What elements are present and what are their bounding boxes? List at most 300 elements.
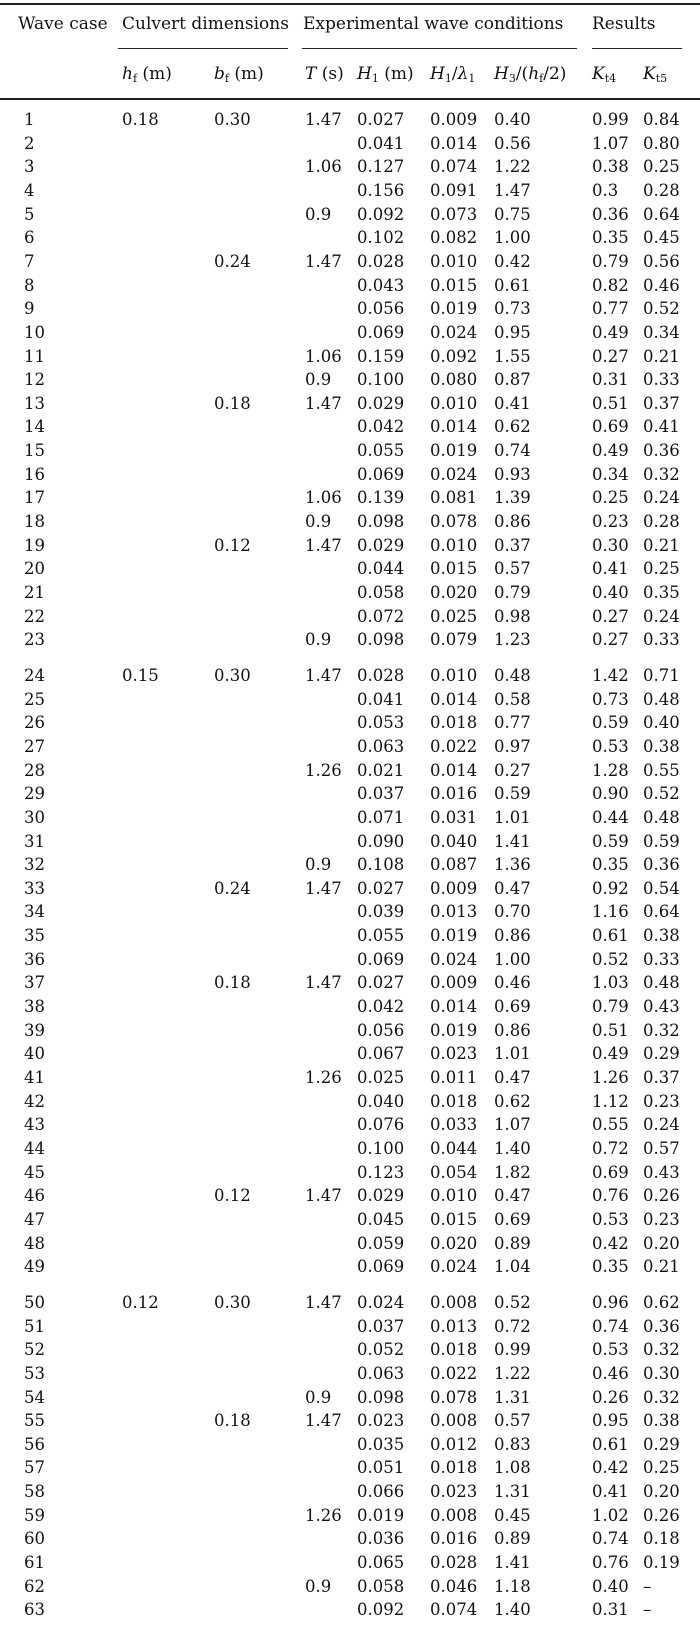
cell-h3-ratio: 1.22 (494, 1363, 531, 1383)
cell-h1-wavelength-ratio: 0.009 (430, 973, 478, 993)
cell-h1: 0.042 (357, 417, 405, 437)
cell-kt4: 0.49 (592, 1044, 629, 1064)
cell-h3-ratio: 0.37 (494, 535, 531, 555)
cell-h3-ratio: 0.75 (494, 204, 531, 224)
cell-kt5: 0.48 (643, 973, 680, 993)
cell-period: 1.47 (305, 973, 342, 993)
cell-kt4: 0.42 (592, 1233, 629, 1253)
cell-h3-ratio: 1.08 (494, 1458, 531, 1478)
cell-kt5: 0.36 (643, 855, 680, 875)
cell-h3-ratio: 0.42 (494, 251, 531, 271)
cell-h3-ratio: 0.57 (494, 1411, 531, 1431)
cell-h1-wavelength-ratio: 0.022 (430, 736, 478, 756)
cell-h1: 0.102 (357, 228, 405, 248)
cell-kt5: 0.21 (643, 346, 680, 366)
cell-h1-wavelength-ratio: 0.014 (430, 760, 478, 780)
cell-h1-wavelength-ratio: 0.024 (430, 322, 478, 342)
cell-wave-case: 59 (24, 1505, 45, 1525)
cell-kt5: 0.45 (643, 228, 680, 248)
cell-wave-case: 39 (24, 1020, 45, 1040)
cell-h1-wavelength-ratio: 0.012 (430, 1434, 478, 1454)
cell-h1-wavelength-ratio: 0.010 (430, 1186, 478, 1206)
cell-h1-wavelength-ratio: 0.018 (430, 1340, 478, 1360)
cell-wave-case: 9 (24, 299, 35, 319)
experimental-group-rule (302, 48, 577, 49)
cell-h1: 0.028 (357, 251, 405, 271)
cell-h1: 0.072 (357, 606, 405, 626)
cell-kt4: 0.34 (592, 464, 629, 484)
cell-bf: 0.30 (214, 1292, 251, 1312)
cell-h1-wavelength-ratio: 0.019 (430, 299, 478, 319)
header-experimental-conditions: Experimental wave conditions (303, 14, 564, 34)
cell-kt4: 1.42 (592, 665, 629, 685)
cell-wave-case: 8 (24, 275, 35, 295)
cell-wave-case: 16 (24, 464, 45, 484)
cell-h3-ratio: 0.57 (494, 559, 531, 579)
cell-period: 1.47 (305, 393, 342, 413)
cell-h3-ratio: 1.31 (494, 1482, 531, 1502)
cell-h1: 0.063 (357, 1363, 405, 1383)
cell-h1: 0.051 (357, 1458, 405, 1478)
cell-period: 0.9 (305, 204, 332, 224)
cell-h3-ratio: 0.86 (494, 1020, 531, 1040)
cell-h1: 0.035 (357, 1434, 405, 1454)
cell-h1: 0.043 (357, 275, 405, 295)
cell-wave-case: 38 (24, 997, 45, 1016)
cell-h3-ratio: 0.47 (494, 878, 531, 898)
cell-kt4: 1.02 (592, 1505, 629, 1525)
cell-h1: 0.100 (357, 370, 405, 390)
cell-kt5: 0.33 (643, 949, 680, 969)
cell-wave-case: 26 (24, 713, 45, 733)
cell-h1: 0.066 (357, 1482, 405, 1502)
cell-h3-ratio: 0.59 (494, 784, 531, 804)
cell-wave-case: 23 (24, 630, 45, 650)
cell-h3-ratio: 0.27 (494, 760, 531, 780)
cell-h1-wavelength-ratio: 0.013 (430, 1316, 478, 1336)
cell-kt5: 0.84 (643, 110, 680, 129)
cell-h3-ratio: 0.73 (494, 299, 531, 319)
cell-h3-ratio: 1.00 (494, 228, 531, 248)
cell-wave-case: 51 (24, 1316, 45, 1336)
cell-h1-wavelength-ratio: 0.024 (430, 1257, 478, 1277)
cell-period: 0.9 (305, 512, 332, 531)
cell-h1-wavelength-ratio: 0.023 (430, 1482, 478, 1502)
cell-wave-case: 46 (24, 1186, 45, 1206)
cell-h1: 0.069 (357, 322, 405, 342)
cell-kt4: 0.53 (592, 1209, 629, 1229)
cell-h1-wavelength-ratio: 0.028 (430, 1553, 478, 1572)
cell-kt4: 0.95 (592, 1411, 629, 1431)
cell-h3-ratio: 0.95 (494, 322, 531, 342)
cell-h1: 0.036 (357, 1529, 405, 1549)
cell-h3-ratio: 1.36 (494, 855, 531, 875)
cell-kt5: 0.40 (643, 713, 680, 733)
cell-period: 1.47 (305, 1186, 342, 1206)
cell-bf: 0.30 (214, 665, 251, 685)
cell-bf: 0.24 (214, 878, 251, 898)
cell-h1-wavelength-ratio: 0.015 (430, 559, 478, 579)
cell-kt4: 0.3 (592, 181, 619, 200)
cell-kt4: 0.27 (592, 606, 629, 626)
cell-kt5: 0.41 (643, 417, 680, 437)
cell-h3-ratio: 1.47 (494, 181, 531, 200)
cell-kt4: 0.35 (592, 1257, 629, 1277)
cell-period: 0.9 (305, 370, 332, 390)
cell-h1: 0.029 (357, 1186, 405, 1206)
cell-h3-ratio: 0.79 (494, 583, 531, 602)
cell-kt4: 1.07 (592, 133, 629, 153)
cell-h1: 0.045 (357, 1209, 405, 1229)
cell-h1-wavelength-ratio: 0.073 (430, 204, 478, 224)
cell-kt4: 0.72 (592, 1138, 629, 1158)
cell-h1: 0.019 (357, 1505, 405, 1525)
cell-h1: 0.123 (357, 1162, 405, 1182)
cell-kt4: 1.28 (592, 760, 629, 780)
cell-kt5: 0.20 (643, 1482, 680, 1502)
cell-wave-case: 60 (24, 1529, 45, 1549)
cell-wave-case: 34 (24, 902, 45, 922)
cell-h3-ratio: 1.22 (494, 157, 531, 177)
cell-bf: 0.18 (214, 1411, 251, 1431)
cell-kt5: 0.26 (643, 1505, 680, 1525)
cell-wave-case: 36 (24, 949, 45, 969)
cell-wave-case: 27 (24, 736, 45, 756)
cell-h1-wavelength-ratio: 0.008 (430, 1292, 478, 1312)
cell-h1-wavelength-ratio: 0.079 (430, 630, 478, 650)
cell-kt4: 0.76 (592, 1186, 629, 1206)
cell-h3-ratio: 0.97 (494, 736, 531, 756)
cell-period: 1.47 (305, 1411, 342, 1431)
cell-h3-ratio: 0.40 (494, 110, 531, 129)
cell-kt4: 1.16 (592, 902, 629, 922)
cell-h1: 0.098 (357, 512, 405, 531)
cell-h1-wavelength-ratio: 0.040 (430, 831, 478, 851)
cell-period: 1.06 (305, 488, 342, 508)
cell-h3-ratio: 0.70 (494, 902, 531, 922)
cell-kt5: 0.48 (643, 807, 680, 827)
cell-kt5: 0.48 (643, 689, 680, 709)
cell-h1: 0.071 (357, 807, 405, 827)
cell-kt4: 0.38 (592, 157, 629, 177)
cell-wave-case: 17 (24, 488, 45, 508)
cell-kt5: – (643, 1576, 652, 1596)
cell-h1: 0.069 (357, 464, 405, 484)
cell-h1: 0.027 (357, 878, 405, 898)
cell-kt5: 0.64 (643, 204, 680, 224)
cell-h3-ratio: 1.82 (494, 1162, 531, 1182)
cell-h1-wavelength-ratio: 0.016 (430, 1529, 478, 1549)
cell-kt4: 0.76 (592, 1553, 629, 1572)
cell-wave-case: 63 (24, 1600, 45, 1620)
cell-kt5: 0.64 (643, 902, 680, 922)
cell-kt5: 0.28 (643, 181, 680, 200)
cell-period: 0.9 (305, 630, 332, 650)
cell-h3-ratio: 0.56 (494, 133, 531, 153)
cell-kt5: 0.52 (643, 299, 680, 319)
cell-h1-wavelength-ratio: 0.078 (430, 1387, 478, 1407)
cell-h1-wavelength-ratio: 0.020 (430, 1233, 478, 1253)
cell-h3-ratio: 1.40 (494, 1138, 531, 1158)
cell-kt5: 0.38 (643, 1411, 680, 1431)
cell-period: 1.47 (305, 251, 342, 271)
cell-wave-case: 47 (24, 1209, 45, 1229)
cell-h3-ratio: 0.83 (494, 1434, 531, 1454)
cell-h1: 0.065 (357, 1553, 405, 1572)
cell-kt4: 0.55 (592, 1115, 629, 1135)
cell-h1: 0.092 (357, 1600, 405, 1620)
cell-h1: 0.090 (357, 831, 405, 851)
cell-h1-wavelength-ratio: 0.018 (430, 1458, 478, 1478)
cell-wave-case: 44 (24, 1138, 45, 1158)
cell-kt5: 0.43 (643, 997, 680, 1016)
cell-h1: 0.098 (357, 630, 405, 650)
cell-wave-case: 19 (24, 535, 45, 555)
cell-h1-wavelength-ratio: 0.010 (430, 535, 478, 555)
cell-kt5: 0.24 (643, 1115, 680, 1135)
cell-kt4: 0.40 (592, 583, 629, 602)
cell-kt4: 0.46 (592, 1363, 629, 1383)
cell-kt5: 0.36 (643, 1316, 680, 1336)
cell-kt4: 0.35 (592, 855, 629, 875)
cell-h3-ratio: 1.31 (494, 1387, 531, 1407)
cell-kt4: 0.77 (592, 299, 629, 319)
cell-hf: 0.18 (122, 110, 159, 129)
cell-h1: 0.025 (357, 1068, 405, 1087)
cell-kt5: 0.21 (643, 1257, 680, 1277)
cell-h1-wavelength-ratio: 0.018 (430, 713, 478, 733)
cell-kt4: 1.12 (592, 1091, 629, 1111)
cell-wave-case: 11 (24, 346, 45, 366)
cell-h3-ratio: 0.89 (494, 1233, 531, 1253)
cell-h3-ratio: 1.04 (494, 1257, 531, 1277)
cell-kt5: 0.25 (643, 559, 680, 579)
cell-kt4: 0.44 (592, 807, 629, 827)
cell-h1-wavelength-ratio: 0.011 (430, 1068, 478, 1087)
col-header-Kt5: $K_{t5}$ (643, 64, 668, 85)
cell-h1-wavelength-ratio: 0.078 (430, 512, 478, 531)
cell-h1: 0.029 (357, 535, 405, 555)
cell-bf: 0.18 (214, 973, 251, 993)
cell-kt4: 0.25 (592, 488, 629, 508)
cell-wave-case: 41 (24, 1068, 45, 1087)
cell-kt5: 0.28 (643, 512, 680, 531)
cell-h1-wavelength-ratio: 0.046 (430, 1576, 478, 1596)
cell-h3-ratio: 0.45 (494, 1505, 531, 1525)
cell-kt5: 0.29 (643, 1044, 680, 1064)
cell-wave-case: 31 (24, 831, 45, 851)
cell-wave-case: 58 (24, 1482, 45, 1502)
cell-h1: 0.139 (357, 488, 405, 508)
cell-period: 1.47 (305, 878, 342, 898)
cell-wave-case: 48 (24, 1233, 45, 1253)
cell-bf: 0.12 (214, 535, 251, 555)
cell-wave-case: 50 (24, 1292, 45, 1312)
cell-h3-ratio: 1.40 (494, 1600, 531, 1620)
cell-kt4: 0.74 (592, 1316, 629, 1336)
cell-wave-case: 55 (24, 1411, 45, 1431)
cell-wave-case: 1 (24, 110, 35, 129)
cell-kt4: 0.82 (592, 275, 629, 295)
cell-h1-wavelength-ratio: 0.020 (430, 583, 478, 602)
cell-h1-wavelength-ratio: 0.014 (430, 997, 478, 1016)
cell-h1: 0.042 (357, 997, 405, 1016)
cell-h1-wavelength-ratio: 0.019 (430, 441, 478, 461)
cell-wave-case: 29 (24, 784, 45, 804)
cell-h3-ratio: 1.01 (494, 1044, 531, 1064)
cell-kt4: 0.27 (592, 630, 629, 650)
cell-h1: 0.063 (357, 736, 405, 756)
cell-kt5: 0.20 (643, 1233, 680, 1253)
cell-h1: 0.037 (357, 1316, 405, 1336)
cell-h1: 0.041 (357, 133, 405, 153)
cell-kt5: 0.57 (643, 1138, 680, 1158)
cell-wave-case: 22 (24, 606, 45, 626)
cell-wave-case: 2 (24, 133, 35, 153)
cell-h1: 0.100 (357, 1138, 405, 1158)
cell-h1-wavelength-ratio: 0.087 (430, 855, 478, 875)
cell-h3-ratio: 0.48 (494, 665, 531, 685)
cell-h1: 0.127 (357, 157, 405, 177)
cell-kt4: 0.42 (592, 1458, 629, 1478)
culvert-group-rule (118, 48, 288, 49)
cell-kt5: 0.25 (643, 1458, 680, 1478)
cell-h1: 0.028 (357, 665, 405, 685)
cell-kt5: 0.33 (643, 370, 680, 390)
cell-h1: 0.040 (357, 1091, 405, 1111)
cell-h1: 0.053 (357, 713, 405, 733)
cell-h3-ratio: 0.77 (494, 713, 531, 733)
cell-h3-ratio: 0.69 (494, 997, 531, 1016)
cell-kt4: 0.26 (592, 1387, 629, 1407)
cell-bf: 0.24 (214, 251, 251, 271)
cell-wave-case: 13 (24, 393, 45, 413)
cell-kt4: 0.51 (592, 393, 629, 413)
cell-h1: 0.041 (357, 689, 405, 709)
cell-kt4: 0.96 (592, 1292, 629, 1312)
cell-kt5: 0.38 (643, 736, 680, 756)
cell-kt5: 0.35 (643, 583, 680, 602)
cell-wave-case: 54 (24, 1387, 45, 1407)
cell-kt5: 0.25 (643, 157, 680, 177)
cell-period: 1.06 (305, 157, 342, 177)
cell-h3-ratio: 0.74 (494, 441, 531, 461)
cell-hf: 0.12 (122, 1292, 159, 1312)
cell-h1: 0.029 (357, 393, 405, 413)
cell-wave-case: 56 (24, 1434, 45, 1454)
cell-kt5: 0.52 (643, 784, 680, 804)
cell-h1: 0.108 (357, 855, 405, 875)
cell-h1-wavelength-ratio: 0.009 (430, 110, 478, 129)
cell-wave-case: 18 (24, 512, 45, 531)
cell-h1-wavelength-ratio: 0.082 (430, 228, 478, 248)
cell-kt4: 0.59 (592, 831, 629, 851)
cell-kt5: – (643, 1600, 652, 1620)
cell-h1-wavelength-ratio: 0.044 (430, 1138, 478, 1158)
cell-h3-ratio: 0.86 (494, 926, 531, 946)
cell-h1-wavelength-ratio: 0.031 (430, 807, 478, 827)
cell-h1-wavelength-ratio: 0.019 (430, 1020, 478, 1040)
cell-h1-wavelength-ratio: 0.013 (430, 902, 478, 922)
cell-kt5: 0.32 (643, 464, 680, 484)
cell-h1: 0.024 (357, 1292, 405, 1312)
cell-h1: 0.059 (357, 1233, 405, 1253)
col-header-bf: $b_f$ (m) (214, 64, 264, 85)
cell-kt4: 0.36 (592, 204, 629, 224)
cell-h1: 0.069 (357, 1257, 405, 1277)
cell-wave-case: 10 (24, 322, 45, 342)
cell-h3-ratio: 0.62 (494, 1091, 531, 1111)
cell-h1-wavelength-ratio: 0.014 (430, 417, 478, 437)
cell-wave-case: 35 (24, 926, 45, 946)
cell-period: 1.26 (305, 1068, 342, 1087)
cell-kt5: 0.37 (643, 393, 680, 413)
col-header-H1: $H_1$ (m) (357, 64, 414, 85)
cell-kt4: 0.40 (592, 1576, 629, 1596)
cell-kt4: 0.73 (592, 689, 629, 709)
cell-h1: 0.092 (357, 204, 405, 224)
cell-period: 0.9 (305, 1387, 332, 1407)
cell-kt5: 0.59 (643, 831, 680, 851)
cell-bf: 0.30 (214, 110, 251, 129)
cell-h1-wavelength-ratio: 0.033 (430, 1115, 478, 1135)
cell-h1: 0.098 (357, 1387, 405, 1407)
cell-kt4: 0.51 (592, 1020, 629, 1040)
cell-h1: 0.037 (357, 784, 405, 804)
cell-kt5: 0.56 (643, 251, 680, 271)
cell-h3-ratio: 1.55 (494, 346, 531, 366)
cell-h1: 0.055 (357, 926, 405, 946)
cell-wave-case: 28 (24, 760, 45, 780)
cell-kt4: 0.31 (592, 370, 629, 390)
cell-h1: 0.052 (357, 1340, 405, 1360)
cell-kt5: 0.21 (643, 535, 680, 555)
cell-period: 1.47 (305, 110, 342, 129)
cell-kt5: 0.33 (643, 630, 680, 650)
cell-h1: 0.058 (357, 583, 405, 602)
cell-kt4: 0.79 (592, 251, 629, 271)
cell-period: 1.26 (305, 1505, 342, 1525)
cell-h3-ratio: 1.41 (494, 831, 531, 851)
cell-wave-case: 24 (24, 665, 45, 685)
cell-h1-wavelength-ratio: 0.025 (430, 606, 478, 626)
cell-period: 0.9 (305, 855, 332, 875)
cell-kt5: 0.24 (643, 488, 680, 508)
header-results: Results (592, 14, 656, 34)
cell-h1: 0.021 (357, 760, 405, 780)
cell-h1-wavelength-ratio: 0.074 (430, 1600, 478, 1620)
cell-h1-wavelength-ratio: 0.081 (430, 488, 478, 508)
cell-kt4: 0.61 (592, 1434, 629, 1454)
cell-period: 1.47 (305, 1292, 342, 1312)
cell-kt5: 0.29 (643, 1434, 680, 1454)
cell-wave-case: 14 (24, 417, 45, 437)
cell-h1-wavelength-ratio: 0.023 (430, 1044, 478, 1064)
cell-h3-ratio: 0.61 (494, 275, 531, 295)
cell-h3-ratio: 0.46 (494, 973, 531, 993)
cell-kt5: 0.62 (643, 1292, 680, 1312)
cell-kt5: 0.32 (643, 1020, 680, 1040)
cell-kt5: 0.23 (643, 1091, 680, 1111)
cell-wave-case: 4 (24, 181, 35, 200)
cell-h1: 0.076 (357, 1115, 405, 1135)
cell-h3-ratio: 1.01 (494, 807, 531, 827)
col-header-hf: $h_f$ (m) (122, 64, 172, 85)
cell-kt4: 0.49 (592, 441, 629, 461)
cell-period: 1.47 (305, 535, 342, 555)
cell-h3-ratio: 0.58 (494, 689, 531, 709)
cell-wave-case: 37 (24, 973, 45, 993)
